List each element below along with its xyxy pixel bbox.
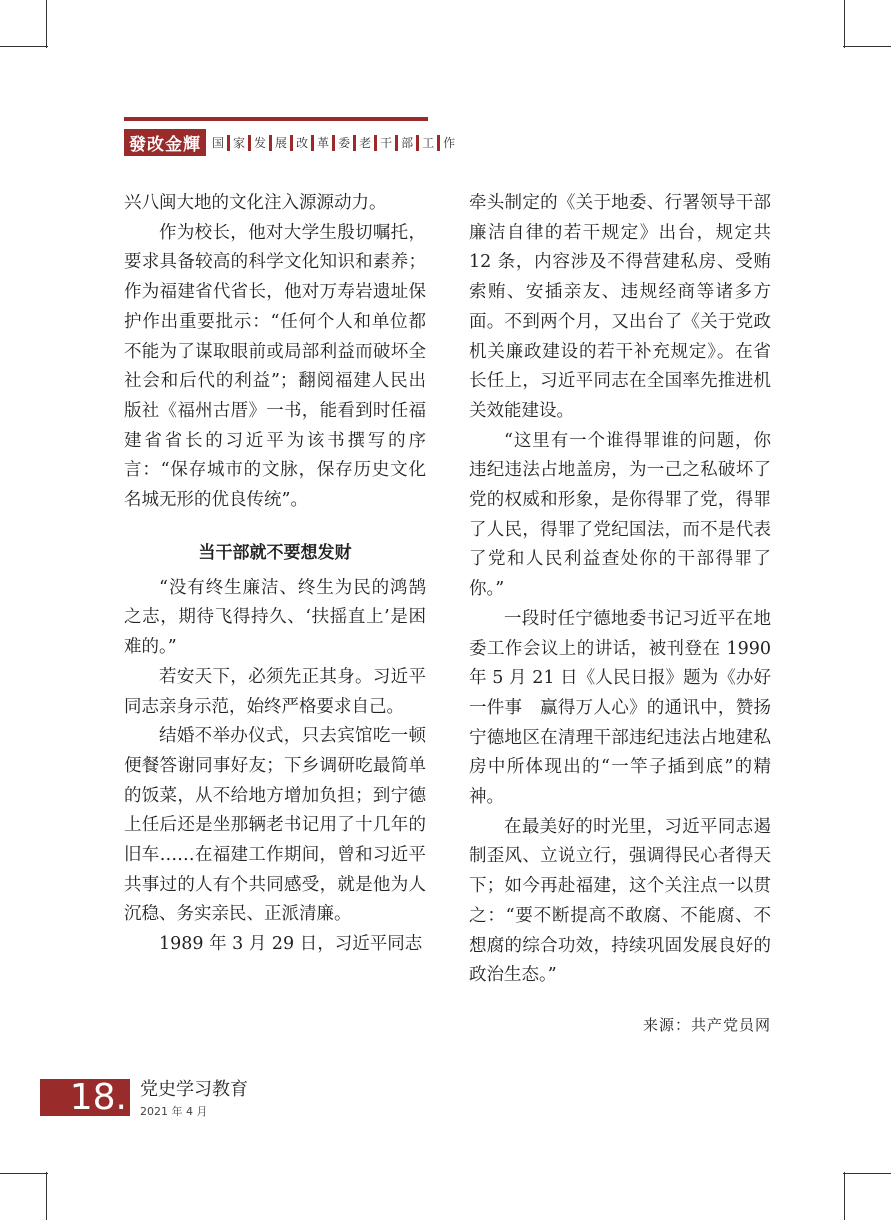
paragraph: 在最美好的时光里，习近平同志遏制歪风、立说立行，强调得民心者得天下；如今再赴福建，这个关注点一以贯之：“要不断提高不敢腐、不能腐、不想腐的综合功效，持续巩固发展良好的政治生态。” xyxy=(469,816,771,986)
tagline-char: 革 xyxy=(311,135,332,151)
publication-title: 党史学习教育 xyxy=(140,1079,248,1100)
right-column xyxy=(469,189,771,1041)
paragraph: 1989 年 3 月 29 日，习近平同志 xyxy=(159,934,423,955)
paragraph: “这里有一个谁得罪谁的问题，你违纪违法占地盖房，为一己之私破坏了党的权威和形象，是你得罪了党，得罪了人民，得罪了党纪国法，而不是代表了党和人民利益查处你的干部得罪了你。” xyxy=(469,430,771,600)
paragraph: 牵头制定的《关于地委、行署领导干部廉洁自律的若干规定》出台，规定共 12 条，内容涉及不得营建私房、受贿索贿、安插亲友、违规经商等诸多方面。不到两个月，又出台了《关于党政机关廉政建设的若干补充规定》。在省长任上，习近平同志在全国率先推进机关效能建设。 xyxy=(469,193,771,421)
tagline-char: 工 xyxy=(416,135,437,151)
crop-mark xyxy=(844,0,845,48)
paragraph: 作为校长，他对大学生殷切嘱托，要求具备较高的科学文化知识和素养；作为福建省代省长，他对万寿岩遗址保护作出重要批示：“任何个人和单位都不能为了谋取眼前或局部利益而破坏全社会和后代的利益”；翻阅福建人民出版社《福州古厝》一书，能看到时任福建省省长的习近平为该书撰写的序言：“保存城市的文脉，保存历史文化名城无形的优良传统”。 xyxy=(124,222,426,511)
tagline-char: 发 xyxy=(248,135,269,151)
tagline-char: 委 xyxy=(332,135,353,151)
crop-mark xyxy=(46,0,47,48)
tagline-char: 改 xyxy=(290,135,311,151)
tagline-char: 展 xyxy=(269,135,290,151)
paragraph: 一段时任宁德地委书记习近平在地委工作会议上的讲话，被刊登在 1990 年 5 月 21 日《人民日报》题为《办好一件事 赢得万人心》的通讯中，赞扬宁德地区在清理干部违纪违法占地建私房中所体现出的“一竿子插到底”的精神。 xyxy=(469,608,771,808)
crop-mark xyxy=(0,46,48,47)
tagline-char: 干 xyxy=(374,135,395,151)
section-heading: 当干部就不要想发财 xyxy=(198,542,352,563)
crop-mark xyxy=(843,1173,891,1174)
header-tagline xyxy=(210,133,458,153)
brand-logo: 發改金輝 xyxy=(124,129,206,156)
paragraph: 结婚不举办仪式，只去宾馆吃一顿便餐答谢同事好友；下乡调研吃最简单的饭菜，从不给地方增加负担；到宁德上任后还是坐那辆老书记用了十几年的旧车……在福建工作期间，曾和习近平共事过的人有个共同感受，就是他为人沉稳、务实亲民、正派清廉。 xyxy=(124,726,426,925)
paragraph: “没有终生廉洁、终生为民的鸿鹄之志，期待飞得持久、‘扶摇直上’是困难的。” xyxy=(124,577,426,658)
tagline-char: 作 xyxy=(437,135,458,151)
crop-mark xyxy=(0,1173,48,1174)
header-rule xyxy=(124,117,428,121)
tagline-char: 部 xyxy=(395,135,416,151)
tagline-char: 家 xyxy=(227,135,248,151)
tagline-char: 国 xyxy=(212,136,225,150)
left-column xyxy=(124,189,426,960)
paragraph: 兴八闽大地的文化注入源源动力。 xyxy=(124,193,387,213)
source-credit: 来源：共产党员网 xyxy=(642,1015,771,1034)
crop-mark xyxy=(46,1172,47,1220)
tagline-char: 老 xyxy=(353,135,374,151)
crop-mark xyxy=(844,1172,845,1220)
publication-date: 2021 年 4 月 xyxy=(140,1105,208,1118)
crop-mark xyxy=(843,46,891,47)
page-number: 18. xyxy=(40,1079,130,1116)
paragraph: 若安天下，必须先正其身。习近平同志亲身示范，始终严格要求自己。 xyxy=(124,666,426,717)
